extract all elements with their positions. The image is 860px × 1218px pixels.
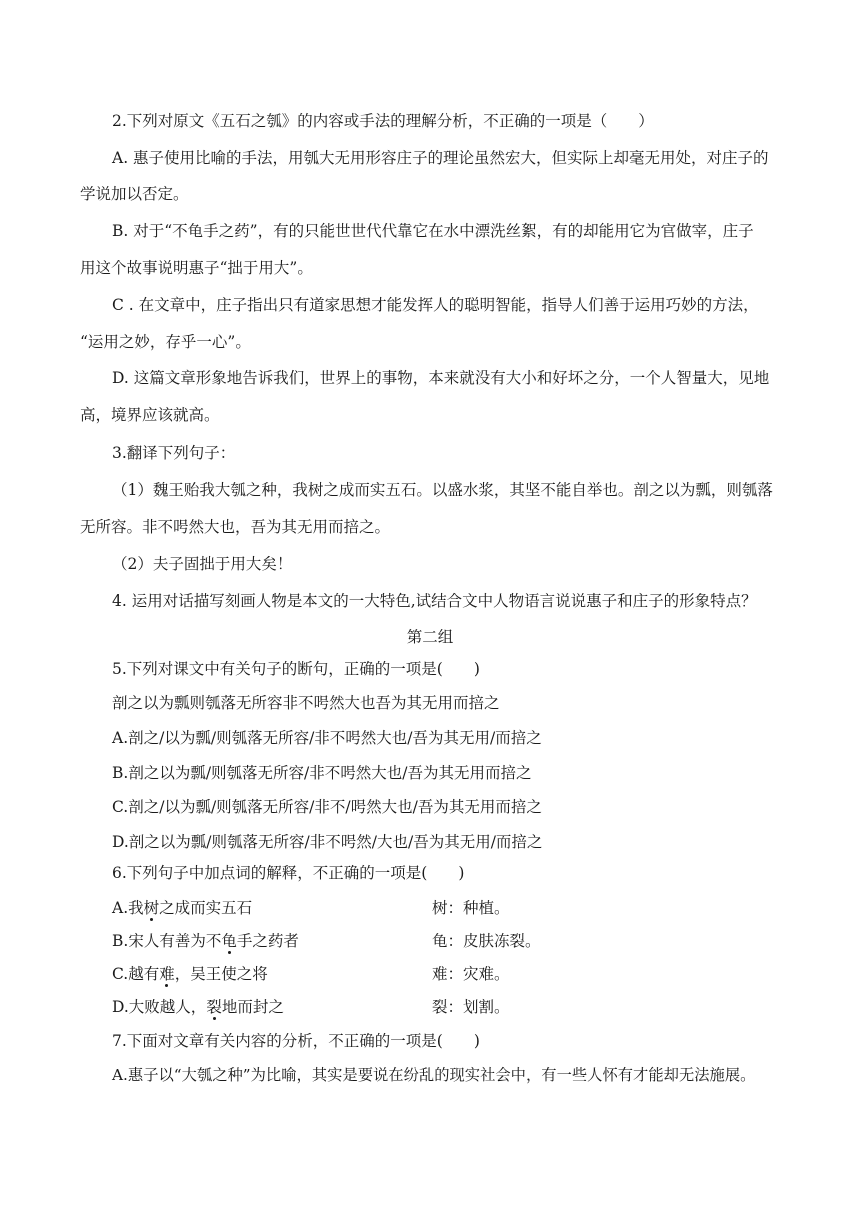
word-gloss: 树：种植。 [432,899,510,917]
question-2-stem: 2.下列对原文《五石之瓠》的内容或手法的理解分析，不正确的一项是（ ） [112,112,654,130]
question-6-option-d [112,996,712,1018]
section-title-group-2: 第二组 [406,628,454,646]
word-gloss: 难：灾难。 [432,965,510,983]
question-5-option-c: C.剖之/以为瓢/则瓠落无所容/非不/呺然大也/吾为其无用而掊之 [112,798,542,816]
question-6-stem: 6.下列句子中加点词的解释，不正确的一项是( ) [112,864,465,882]
question-6-option-a [112,897,712,919]
question-3-sentence-2: （2）夫子固拙于用大矣！ [112,555,293,573]
question-3-sentence-1: （1）魏王贻我大瓠之种，我树之成而实五石。以盛水浆，其坚不能自举也。剖之以为瓢，则瓠落 [112,481,773,499]
question-7-stem: 7.下面对文章有关内容的分析，不正确的一项是( ) [112,1032,480,1050]
question-6-option-c [112,963,712,985]
question-5-option-a: A.剖之/以为瓢/则瓠落无所容/非不呺然大也/吾为其无用/而掊之 [112,729,542,747]
option-text-after: 手之药者 [236,932,299,950]
question-2-option-a-cont: 学说加以否定。 [80,185,189,203]
question-5-source-text: 剖之以为瓢则瓠落无所容非不呺然大也吾为其无用而掊之 [112,694,500,712]
question-3-stem: 3.翻译下列句子： [112,444,236,462]
question-3-sentence-1-cont: 无所容。非不呺然大也，吾为其无用而掊之。 [80,518,391,536]
option-text-after: 之成而实五石 [159,899,253,917]
emphasized-word: 裂 [206,998,222,1016]
question-5-option-d: D.剖之以为瓢/则瓠落无所容/非不呺然/大也/吾为其无用/而掊之 [112,833,543,851]
word-gloss: 裂：划割。 [432,998,510,1016]
question-4-stem: 4. 运用对话描写刻画人物是本文的一大特色,试结合文中人物语言说说惠子和庄子的形象特点？ [112,592,757,610]
emphasized-word: 树 [143,899,160,917]
question-2-option-d: D. 这篇文章形象地告诉我们，世界上的事物，本来就没有大小和好坏之分，一个人智量大，见地 [112,369,770,387]
question-2-option-b: B. 对于“不龟手之药”，有的只能世世代代靠它在水中漂洗丝絮，有的却能用它为官做宰，庄子 [112,222,754,240]
question-5-option-b: B.剖之以为瓢/则瓠落无所容/非不呺然大也/吾为其无用而掊之 [112,764,532,782]
question-2-option-b-cont: 用这个故事说明惠子“拙于用大”。 [80,259,313,277]
option-text-before: B.宋人有善为不 [112,932,222,950]
option-text-before: C.越有 [112,965,160,983]
question-2-option-a: A. 惠子使用比喻的手法，用瓠大无用形容庄子的理论虽然宏大，但实际上却毫无用处，对庄子的 [112,149,769,167]
option-text-after: 地而封之 [221,998,284,1016]
question-2-option-c-cont: “运用之妙，存乎一心”。 [80,333,251,351]
question-7-option-a: A.惠子以“大瓠之种”为比喻，其实是要说在纷乱的现实社会中，有一些人怀有才能却无法施展。 [112,1066,756,1084]
option-text-before: D.大败越人， [112,998,207,1016]
option-text-after: ，吴王使之将 [174,965,268,983]
question-5-stem: 5.下列对课文中有关句子的断句，正确的一项是( ) [112,660,480,678]
question-6-option-b [112,930,712,952]
emphasized-word: 难 [159,965,175,983]
question-2-option-d-cont: 高，境界应该就高。 [80,406,220,424]
word-gloss: 龟：皮肤冻裂。 [432,932,541,950]
emphasized-word: 龟 [221,932,237,950]
option-text-before: A.我 [112,899,144,917]
question-2-option-c: C . 在文章中，庄子指出只有道家思想才能发挥人的聪明智能，指导人们善于运用巧妙的方法， [112,296,759,314]
